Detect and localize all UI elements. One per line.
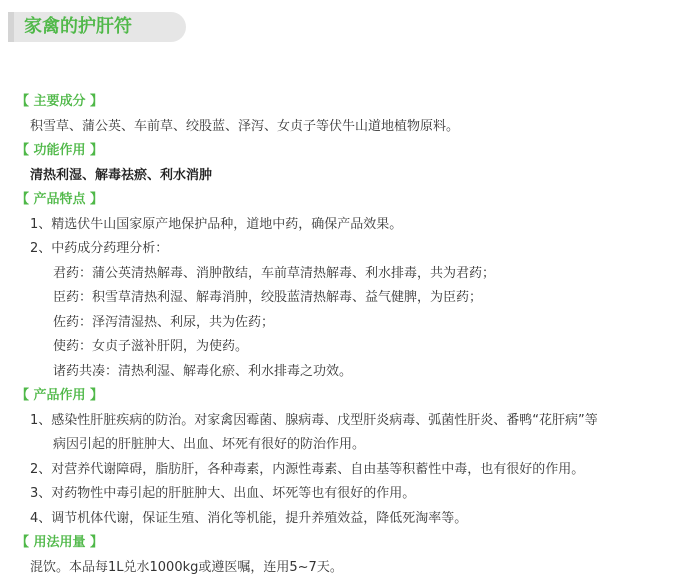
product-description	[0, 90, 682, 580]
usage-item-4: 4、调节机体代谢，保证生殖、消化等机能，提升养殖效益，降低死淘率等。	[30, 510, 468, 526]
feature-item-2: 2、中药成分药理分析：	[30, 241, 169, 256]
title-banner	[8, 12, 186, 42]
function-text: 清热利湿、解毒祛瘀、利水消肿	[30, 167, 213, 183]
section-heading-ingredients: 【 主要成分 】	[16, 94, 104, 109]
page-title: 家禽的护肝符	[24, 16, 132, 37]
section-heading-dosage: 【 用法用量 】	[16, 535, 104, 550]
feature-sub-jun: 君药：蒲公英清热解毒、消肿散结，车前草清热解毒、利水排毒，共为君药；	[53, 265, 496, 281]
title-accent-bar	[8, 12, 14, 42]
ingredients-text: 积雪草、蒲公英、车前草、绞股蓝、泽泻、女贞子等伏牛山道地植物原料。	[30, 118, 460, 134]
usage-item-1: 1、感染性肝脏疾病的防治。对家禽因霉菌、腺病毒、戊型肝炎病毒、弧菌性肝炎、番鸭“花肝病”等	[30, 412, 598, 428]
feature-sub-chen: 臣药：积雪草清热利湿、解毒消肿，绞股蓝清热解毒、益气健脾，为臣药；	[53, 290, 483, 305]
section-heading-features: 【 产品特点 】	[16, 192, 104, 207]
feature-sub-zuo: 佐药：泽泻清湿热、利尿，共为佐药；	[53, 314, 275, 330]
feature-item-1: 1、精选伏牛山国家原产地保护品种，道地中药，确保产品效果。	[30, 216, 403, 232]
feature-sub-summary: 诸药共凑：清热利湿、解毒化瘀、利水排毒之功效。	[53, 363, 353, 379]
dosage-text: 混饮。本品每1L兑水1000kg或遵医嘱，连用5~7天。	[30, 559, 343, 575]
usage-item-2: 2、对营养代谢障碍，脂肪肝，各种毒素，内源性毒素、自由基等积蓄性中毒，也有很好的作用。	[30, 461, 585, 477]
usage-item-1-continued: 病因引起的肝脏肿大、出血、坏死有很好的防治作用。	[53, 437, 366, 452]
section-heading-function: 【 功能作用 】	[16, 143, 104, 158]
section-heading-usage: 【 产品作用 】	[16, 388, 104, 403]
usage-item-3: 3、对药物性中毒引起的肝脏肿大、出血、坏死等也有很好的作用。	[30, 486, 416, 501]
feature-sub-shi: 使药：女贞子滋补肝阴，为使药。	[53, 339, 249, 354]
